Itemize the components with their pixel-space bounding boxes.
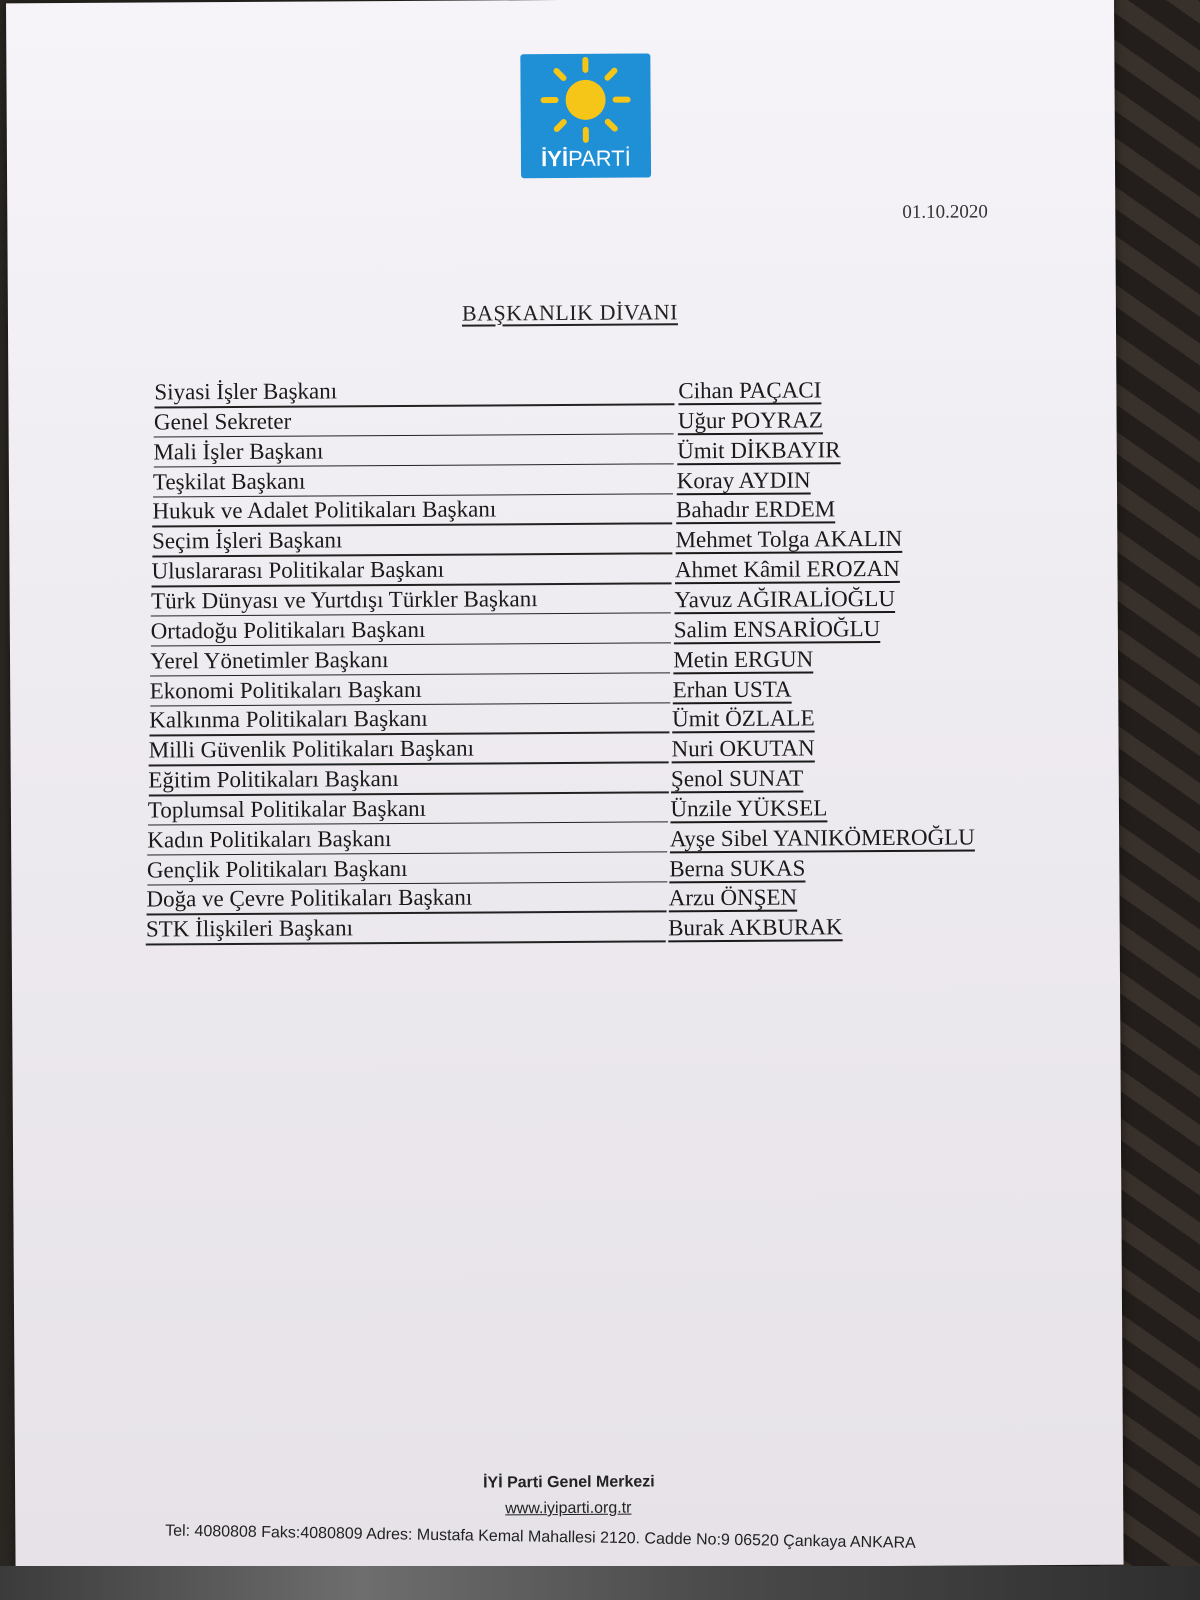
member-name: Erhan USTA — [672, 676, 792, 702]
member-name: Berna SUKAS — [669, 855, 806, 881]
document-title: BAŞKANLIK DİVANI — [461, 299, 678, 326]
member-role: Genel Sekreter — [153, 408, 292, 435]
member-role: STK İlişkileri Başkanı — [145, 915, 354, 942]
member-role: Kadın Politikaları Başkanı — [147, 825, 392, 853]
member-name: Cihan PAÇACI — [678, 377, 822, 404]
document-date: 01.10.2020 — [902, 201, 988, 223]
member-name: Bahadır ERDEM — [676, 496, 836, 523]
member-role: Yerel Yönetimler Başkanı — [150, 646, 389, 674]
bottom-background — [0, 1566, 1200, 1600]
member-role: Milli Güvenlik Politikaları Başkanı — [148, 735, 475, 763]
member-name: Nuri OKUTAN — [671, 735, 815, 762]
member-row — [146, 911, 1026, 946]
member-name: Metin ERGUN — [673, 646, 814, 672]
member-role: Kalkınma Politikaları Başkanı — [149, 706, 428, 733]
document-page — [6, 0, 1124, 1571]
member-role: Seçim İşleri Başkanı — [151, 527, 343, 554]
member-role: Gençlik Politikaları Başkanı — [146, 855, 408, 883]
member-name: Ümit ÖZLALE — [672, 705, 815, 732]
member-name: Ünzile YÜKSEL — [670, 795, 828, 822]
footer-contact: Tel: 4080808 Faks:4080809 Adres: Mustafa Kemal Mahallesi 2120. Cadde No:9 06520 Çankaya ANKARA — [165, 1522, 916, 1552]
member-name: Ümit DİKBAYIR — [677, 436, 841, 463]
member-role: Türk Dünyası ve Yurtdışı Türkler Başkanı — [151, 586, 538, 614]
member-role: Eğitim Politikaları Başkanı — [148, 766, 399, 793]
logo-wordmark: İYİPARTİ — [541, 145, 631, 172]
member-name: Ahmet Kâmil EROZAN — [674, 556, 900, 583]
footer-website: www.iyiparti.org.tr — [505, 1499, 632, 1518]
member-role: Ekonomi Politikaları Başkanı — [149, 676, 422, 704]
member-name: Ayşe Sibel YANIKÖMEROĞLU — [669, 824, 975, 852]
member-name: Yavuz AĞIRALİOĞLU — [674, 585, 896, 613]
member-name: Burak AKBURAK — [668, 914, 843, 941]
member-role: Teşkilat Başkanı — [152, 468, 306, 495]
member-role: Hukuk ve Adalet Politikaları Başkanı — [152, 496, 497, 524]
member-name: Arzu ÖNŞEN — [668, 885, 798, 911]
member-role: Uluslararası Politikalar Başkanı — [151, 556, 445, 584]
footer-org: İYİ Parti Genel Merkezi — [483, 1473, 655, 1492]
member-role: Ortadoğu Politikaları Başkanı — [150, 616, 426, 644]
member-name: Mehmet Tolga AKALIN — [675, 526, 903, 553]
member-name: Koray AYDIN — [676, 467, 811, 493]
party-logo — [520, 53, 651, 178]
member-name: Salim ENSARİOĞLU — [673, 615, 881, 643]
member-role: Mali İşler Başkanı — [153, 438, 324, 465]
member-role: Doğa ve Çevre Politikaları Başkanı — [146, 884, 473, 912]
member-role: Siyasi İşler Başkanı — [154, 378, 338, 405]
member-name: Uğur POYRAZ — [677, 407, 823, 434]
member-name: Şenol SUNAT — [670, 765, 804, 792]
member-role: Toplumsal Politikalar Başkanı — [147, 795, 427, 823]
